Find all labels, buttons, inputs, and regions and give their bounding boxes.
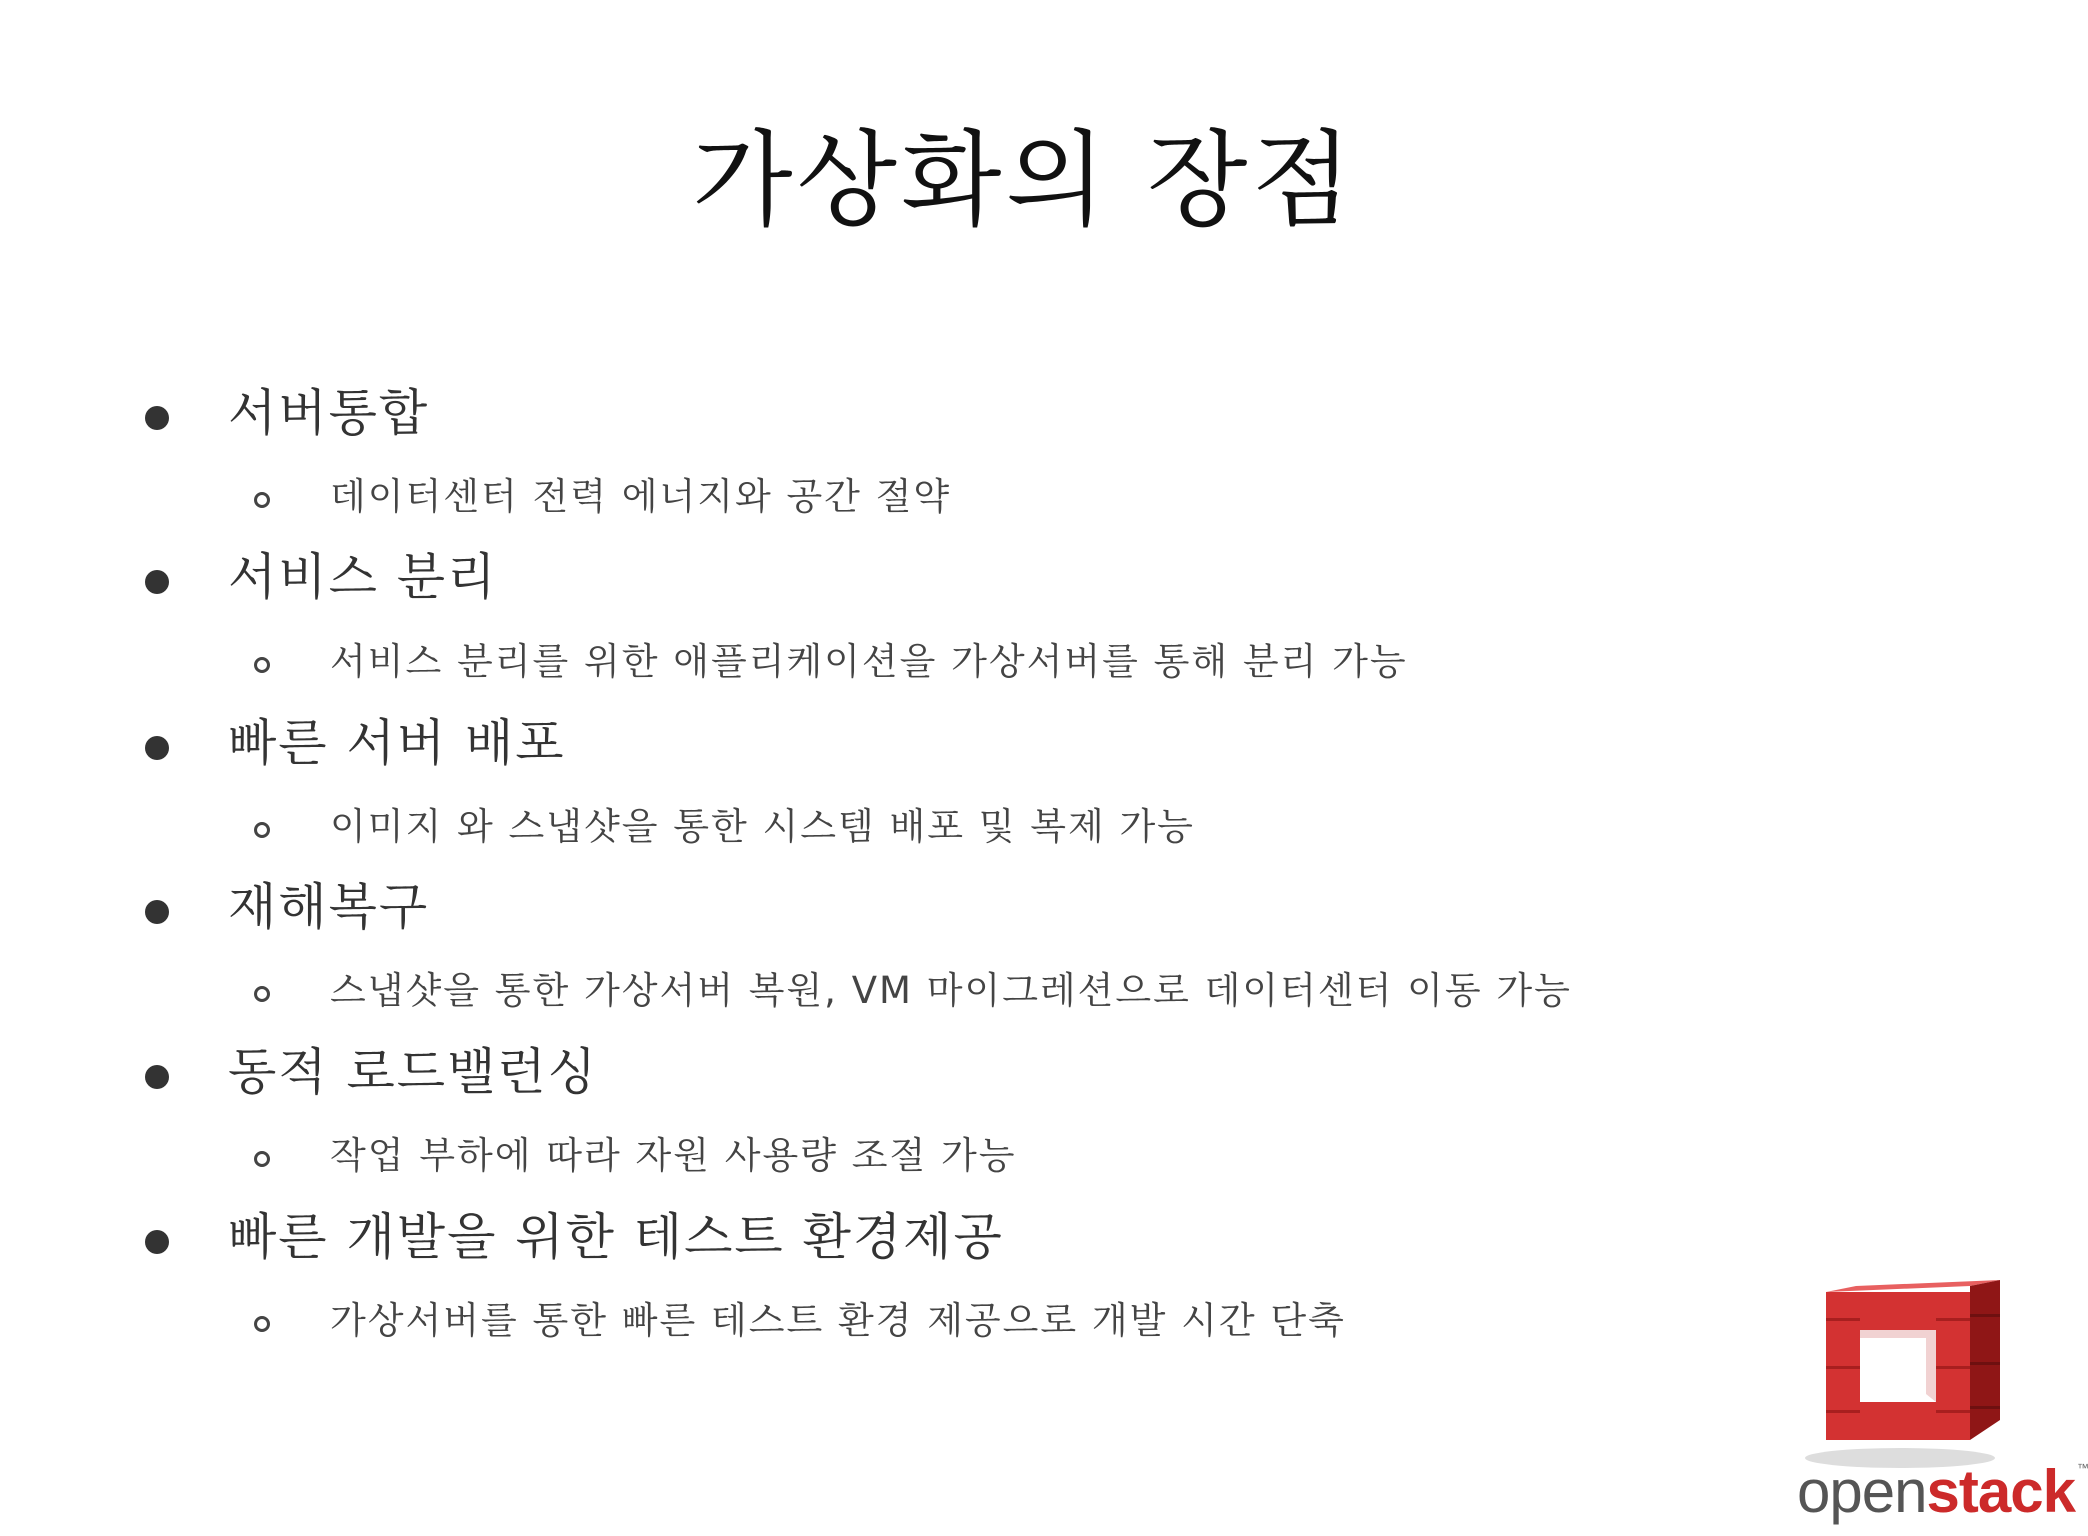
bullet-label: 빠른 개발을 위한 테스트 환경제공: [228, 1208, 1004, 1266]
logo-word-stack: stack: [1926, 1458, 2075, 1525]
bullet-label: 재해복구: [228, 878, 430, 936]
bullet-label: 서비스 분리: [228, 548, 498, 606]
sub-bullet-label: 이미지 와 스냅샷을 통한 시스템 배포 및 복제 가능: [330, 805, 1195, 848]
sub-bullet-label: 스냅샷을 통한 가상서버 복원, VM 마이그레션으로 데이터센터 이동 가능: [330, 969, 1572, 1012]
bullet-label: 빠른 서버 배포: [228, 714, 566, 772]
bullet-dot: [145, 736, 169, 760]
sub-bullet-ring: [254, 1316, 270, 1332]
bullet-dot: [145, 570, 169, 594]
sub-bullet-ring: [254, 822, 270, 838]
sub-bullet-label: 서비스 분리를 위한 애플리케이션을 가상서버를 통해 분리 가능: [330, 640, 1408, 683]
sub-bullet-ring: [254, 492, 270, 508]
logo-trademark: ™: [2076, 1461, 2088, 1475]
sub-bullet-label: 작업 부하에 따라 자원 사용량 조절 가능: [330, 1134, 1017, 1177]
bullet-label: 동적 로드밸런싱: [228, 1043, 598, 1101]
sub-bullet-label: 데이터센터 전력 에너지와 공간 절약: [330, 475, 952, 518]
sub-bullet-ring: [254, 1151, 270, 1167]
sub-bullet-ring: [254, 657, 270, 673]
bullet-dot: [145, 1230, 169, 1254]
openstack-logo-wordmark: [1797, 1458, 2088, 1525]
bullet-dot: [145, 406, 169, 430]
logo-word-open: open: [1797, 1458, 1927, 1525]
sub-bullet-ring: [254, 986, 270, 1002]
sub-bullet-label: 가상서버를 통한 빠른 테스트 환경 제공으로 개발 시간 단축: [330, 1299, 1346, 1342]
slide-title: 가상화의 장점: [692, 119, 1356, 241]
bullet-dot: [145, 1065, 169, 1089]
bullet-label: 서버통합: [228, 384, 430, 442]
bullet-dot: [145, 900, 169, 924]
